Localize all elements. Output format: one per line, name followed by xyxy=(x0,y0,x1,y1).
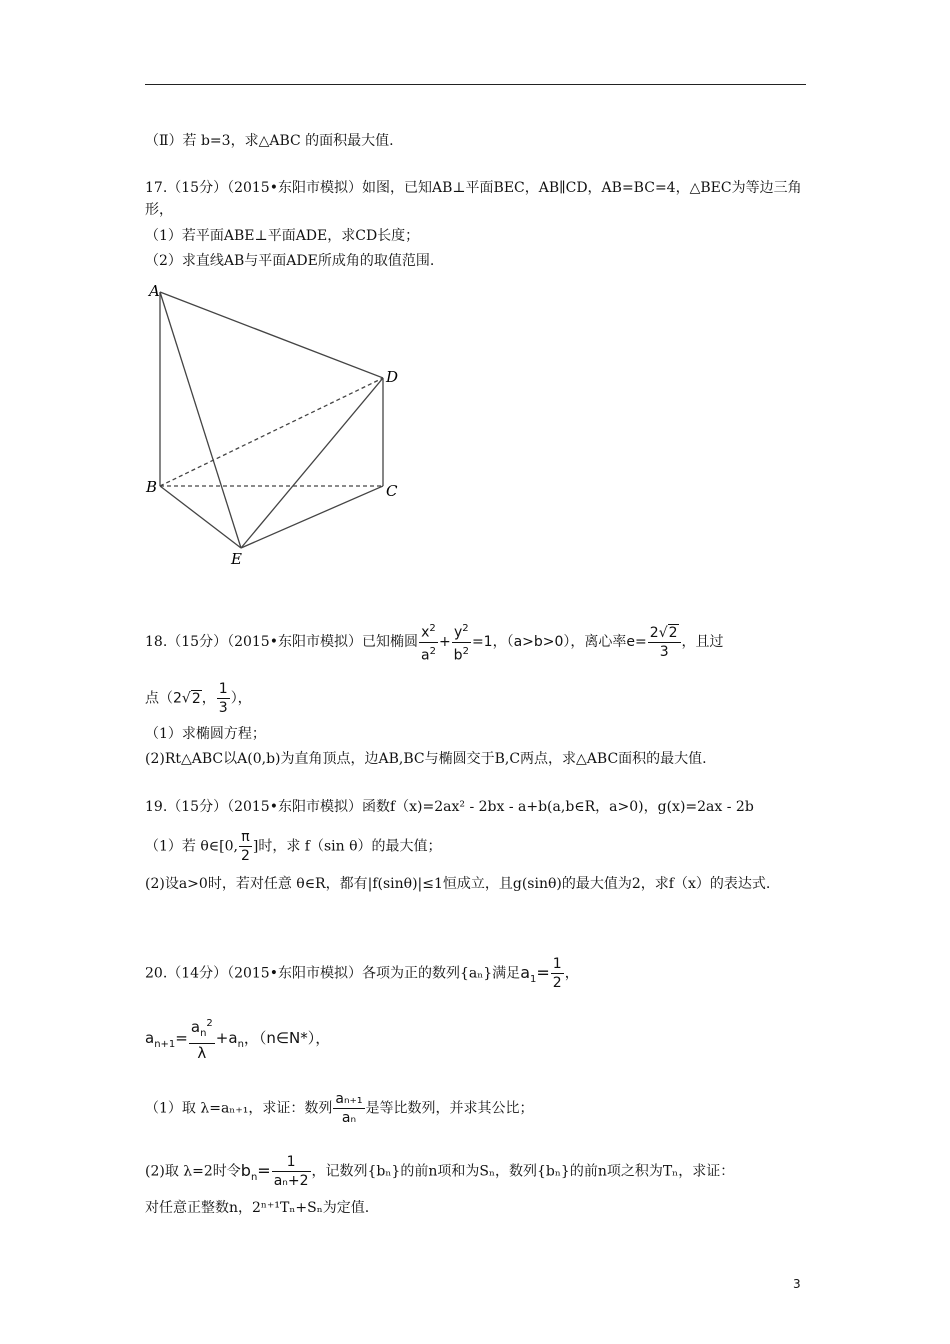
vertex-label-a: A xyxy=(149,282,160,300)
problem18-part1: （1）求椭圆方程； xyxy=(145,726,266,742)
problem20-part2-cont: 对任意正整数n，2ⁿ⁺¹Tₙ+Sₙ为定值. xyxy=(145,1200,370,1216)
pi-over-two: $\frac{\pi}{2}$ xyxy=(240,829,250,864)
problem19-part1: （1）若 θ∈[0, $\frac{\pi}{2}$ ]时，求 f（sin θ）的最大值； xyxy=(145,829,442,864)
problem17-figure xyxy=(140,280,420,570)
bn-fraction: $\frac{1}{\text{aₙ+2}}$ xyxy=(273,1154,309,1189)
problem18-part2: (2)Rt△ABC以A(0,b)为直角顶点，边AB,BC与椭圆交于B,C两点，求△ABC面积的最大值. xyxy=(145,751,707,767)
header-rule xyxy=(145,84,806,85)
vertex-label-d: D xyxy=(386,368,399,386)
problem16-part2: （Ⅱ）若 b=3，求△ABC 的面积最大值. xyxy=(145,133,394,149)
ratio-fraction: $\frac{\text{aₙ₊₁}}{\text{aₙ}}$ xyxy=(335,1091,363,1126)
vertex-label-e: E xyxy=(231,550,242,568)
ellipse-x-term: $\frac{x^2}{a^2}$ xyxy=(420,623,436,664)
problem18-statement: 18.（15分）（2015•东阳市模拟）已知椭圆 $\frac{x^2}{a^2}$ + $\frac{y^2}{b^2}$ =1，（a>b>0），离心率e= $\frac{2√2}{3}$ ，且过 xyxy=(145,620,724,664)
eccentricity-fraction: $\frac{2√2}{3}$ xyxy=(648,624,681,661)
vertex-label-c: C xyxy=(386,482,398,500)
ellipse-y-term: $\frac{y^2}{b^2}$ xyxy=(453,623,469,664)
point-y-fraction: $\frac{1}{3}$ xyxy=(218,681,228,716)
problem20-statement: 20.（14分）（2015•东阳市模拟）各项为正的数列{aₙ}满足$a_1=$ $\frac{1}{2}$ ， xyxy=(145,956,579,991)
problem20-part1: （1）取 λ=aₙ₊₁，求证：数列 $\frac{\text{aₙ₊₁}}{\text{aₙ}}$ 是等比数列，并求其公比； xyxy=(145,1091,534,1126)
problem19-statement: 19.（15分）（2015•东阳市模拟）函数f（x)=2ax² - 2bx - a+b(a,b∈R，a>0)，g(x)=2ax - 2b xyxy=(145,799,754,815)
recurrence-fraction: $\frac{a_n^2}{\lambda}$ xyxy=(190,1018,213,1062)
problem20-part2: (2)取 λ=2时令$b_n=$ $\frac{1}{\text{aₙ+2}}$ ，记数列{bₙ}的前n项和为Sₙ，数列{bₙ}的前n项之积为Tₙ，求证： xyxy=(145,1154,735,1189)
problem17-part2: （2）求直线AB与平面ADE所成角的取值范围. xyxy=(145,253,435,269)
vertex-label-b: B xyxy=(146,478,158,496)
problem20-recurrence: $a_{n+1}=$ $\frac{a_n^2}{\lambda}$ $+a_n$，（n∈N*）， xyxy=(145,1015,330,1062)
page-number: 3 xyxy=(793,1277,801,1291)
problem17-statement: 17.（15分）（2015•东阳市模拟）如图，已知AB⊥平面BEC，AB∥CD，AB=BC=4，△BEC为等边三角形， xyxy=(145,180,802,218)
a1-fraction: $\frac{1}{2}$ xyxy=(552,956,562,991)
problem17-part1: （1）若平面ABE⊥平面ADE，求CD长度； xyxy=(145,228,420,244)
problem18-point: 点（2√2， $\frac{1}{3}$ ）， xyxy=(145,681,252,716)
problem19-part2: (2)设a>0时，若对任意 θ∈R，都有|f(sinθ)|≤1恒成立，且g(sinθ)的最大值为2，求f（x）的表达式. xyxy=(145,876,771,892)
